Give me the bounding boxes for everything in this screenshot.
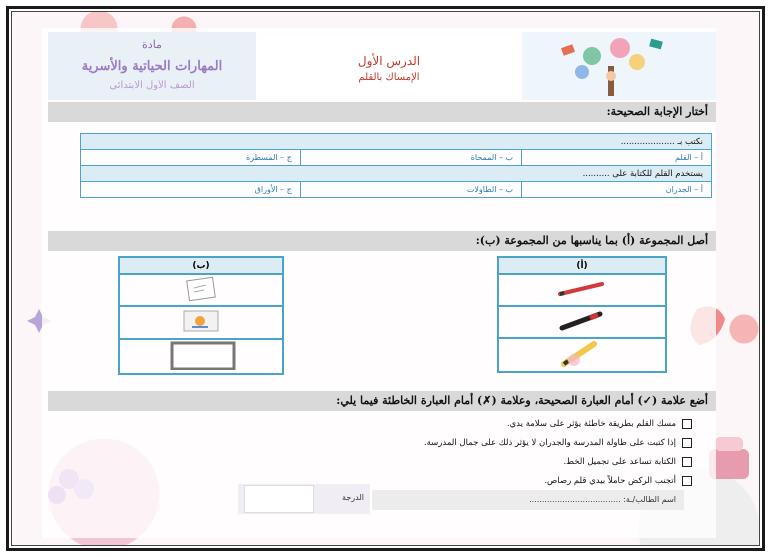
pencil-icon: [552, 340, 612, 368]
statement-row: [300, 433, 692, 452]
statement-text: إذا كتبت على طاولة المدرسة والجدران لا يؤثر ذلك على جمال المدرسة.: [423, 437, 676, 448]
group-a-table: [497, 256, 667, 373]
q1-option-b[interactable]: ب – الممحاة: [300, 150, 521, 166]
paper-drawing-icon: [166, 307, 236, 335]
red-pen-icon: [552, 279, 612, 299]
q1-option-a[interactable]: أ – القلم: [522, 150, 712, 166]
statement-row: [300, 452, 692, 471]
group-a-item[interactable]: [498, 306, 666, 338]
paper-sheet-icon: [176, 276, 226, 302]
student-name-field[interactable]: اسم الطالب/ـة: ....................................: [372, 490, 684, 510]
q2-option-b[interactable]: ب – الطاولات: [300, 182, 521, 198]
subject-label: مادة: [142, 38, 162, 51]
group-b-item[interactable]: [119, 274, 283, 306]
grade-input[interactable]: [244, 485, 314, 513]
answer-checkbox[interactable]: [682, 457, 692, 467]
lesson-title: الإمساك بالقلم: [358, 72, 420, 83]
q2-option-c[interactable]: ج – الأوراق: [81, 182, 301, 198]
group-a-item[interactable]: [498, 274, 666, 306]
group-a-header: (أ): [498, 257, 666, 274]
lesson-number: الدرس الأول: [357, 54, 421, 68]
black-pen-icon: [552, 310, 612, 332]
question-2: يستخدم القلم للكتابة على ..........: [81, 166, 712, 182]
question-1: نكتب بـ ....................: [81, 134, 712, 150]
group-b-item[interactable]: [119, 339, 283, 374]
q1-option-c[interactable]: ج – المسطرة: [81, 150, 301, 166]
statement-text: مسك القلم بطريقة خاطئة يؤثر على سلامة يدي.: [506, 418, 676, 429]
statement-text: أتجنب الركض حاملاً بيدي قلم رصاص.: [544, 475, 676, 486]
statement-text: الكتابة تساعد على تجميل الخط.: [563, 456, 676, 467]
group-b-item[interactable]: [119, 306, 283, 339]
answer-checkbox[interactable]: [682, 438, 692, 448]
section1-title: أختار الإجابة الصحيحة:: [48, 102, 716, 122]
subject-name: المهارات الحياتية والأسرية: [81, 59, 223, 74]
answer-checkbox[interactable]: [682, 476, 692, 486]
group-b-header: (ب): [119, 257, 283, 274]
section3-title: أضع علامة (✓) أمام العبارة الصحيحة، وعلامة (✗) أمام العبارة الخاطئة فيما يلي:: [48, 391, 716, 411]
grade-label: الصف الأول الابتدائي: [109, 80, 195, 90]
blank-board-icon: [156, 340, 246, 370]
group-a-item[interactable]: [498, 338, 666, 372]
grade-label: الدرجة: [342, 493, 364, 502]
statement-row: [300, 414, 692, 433]
q2-option-a[interactable]: أ – الجدران: [522, 182, 712, 198]
answer-checkbox[interactable]: [682, 419, 692, 429]
group-b-table: [118, 256, 284, 375]
mcq-table: [80, 133, 712, 198]
section2-title: أصل المجموعة (أ) بما يناسبها من المجموعة (ب):: [48, 231, 716, 251]
lesson-header: [258, 36, 520, 100]
true-false-list: [300, 414, 692, 490]
header-illustration: [522, 32, 716, 100]
tree-books-icon: [522, 32, 716, 100]
subject-header: [48, 32, 256, 100]
